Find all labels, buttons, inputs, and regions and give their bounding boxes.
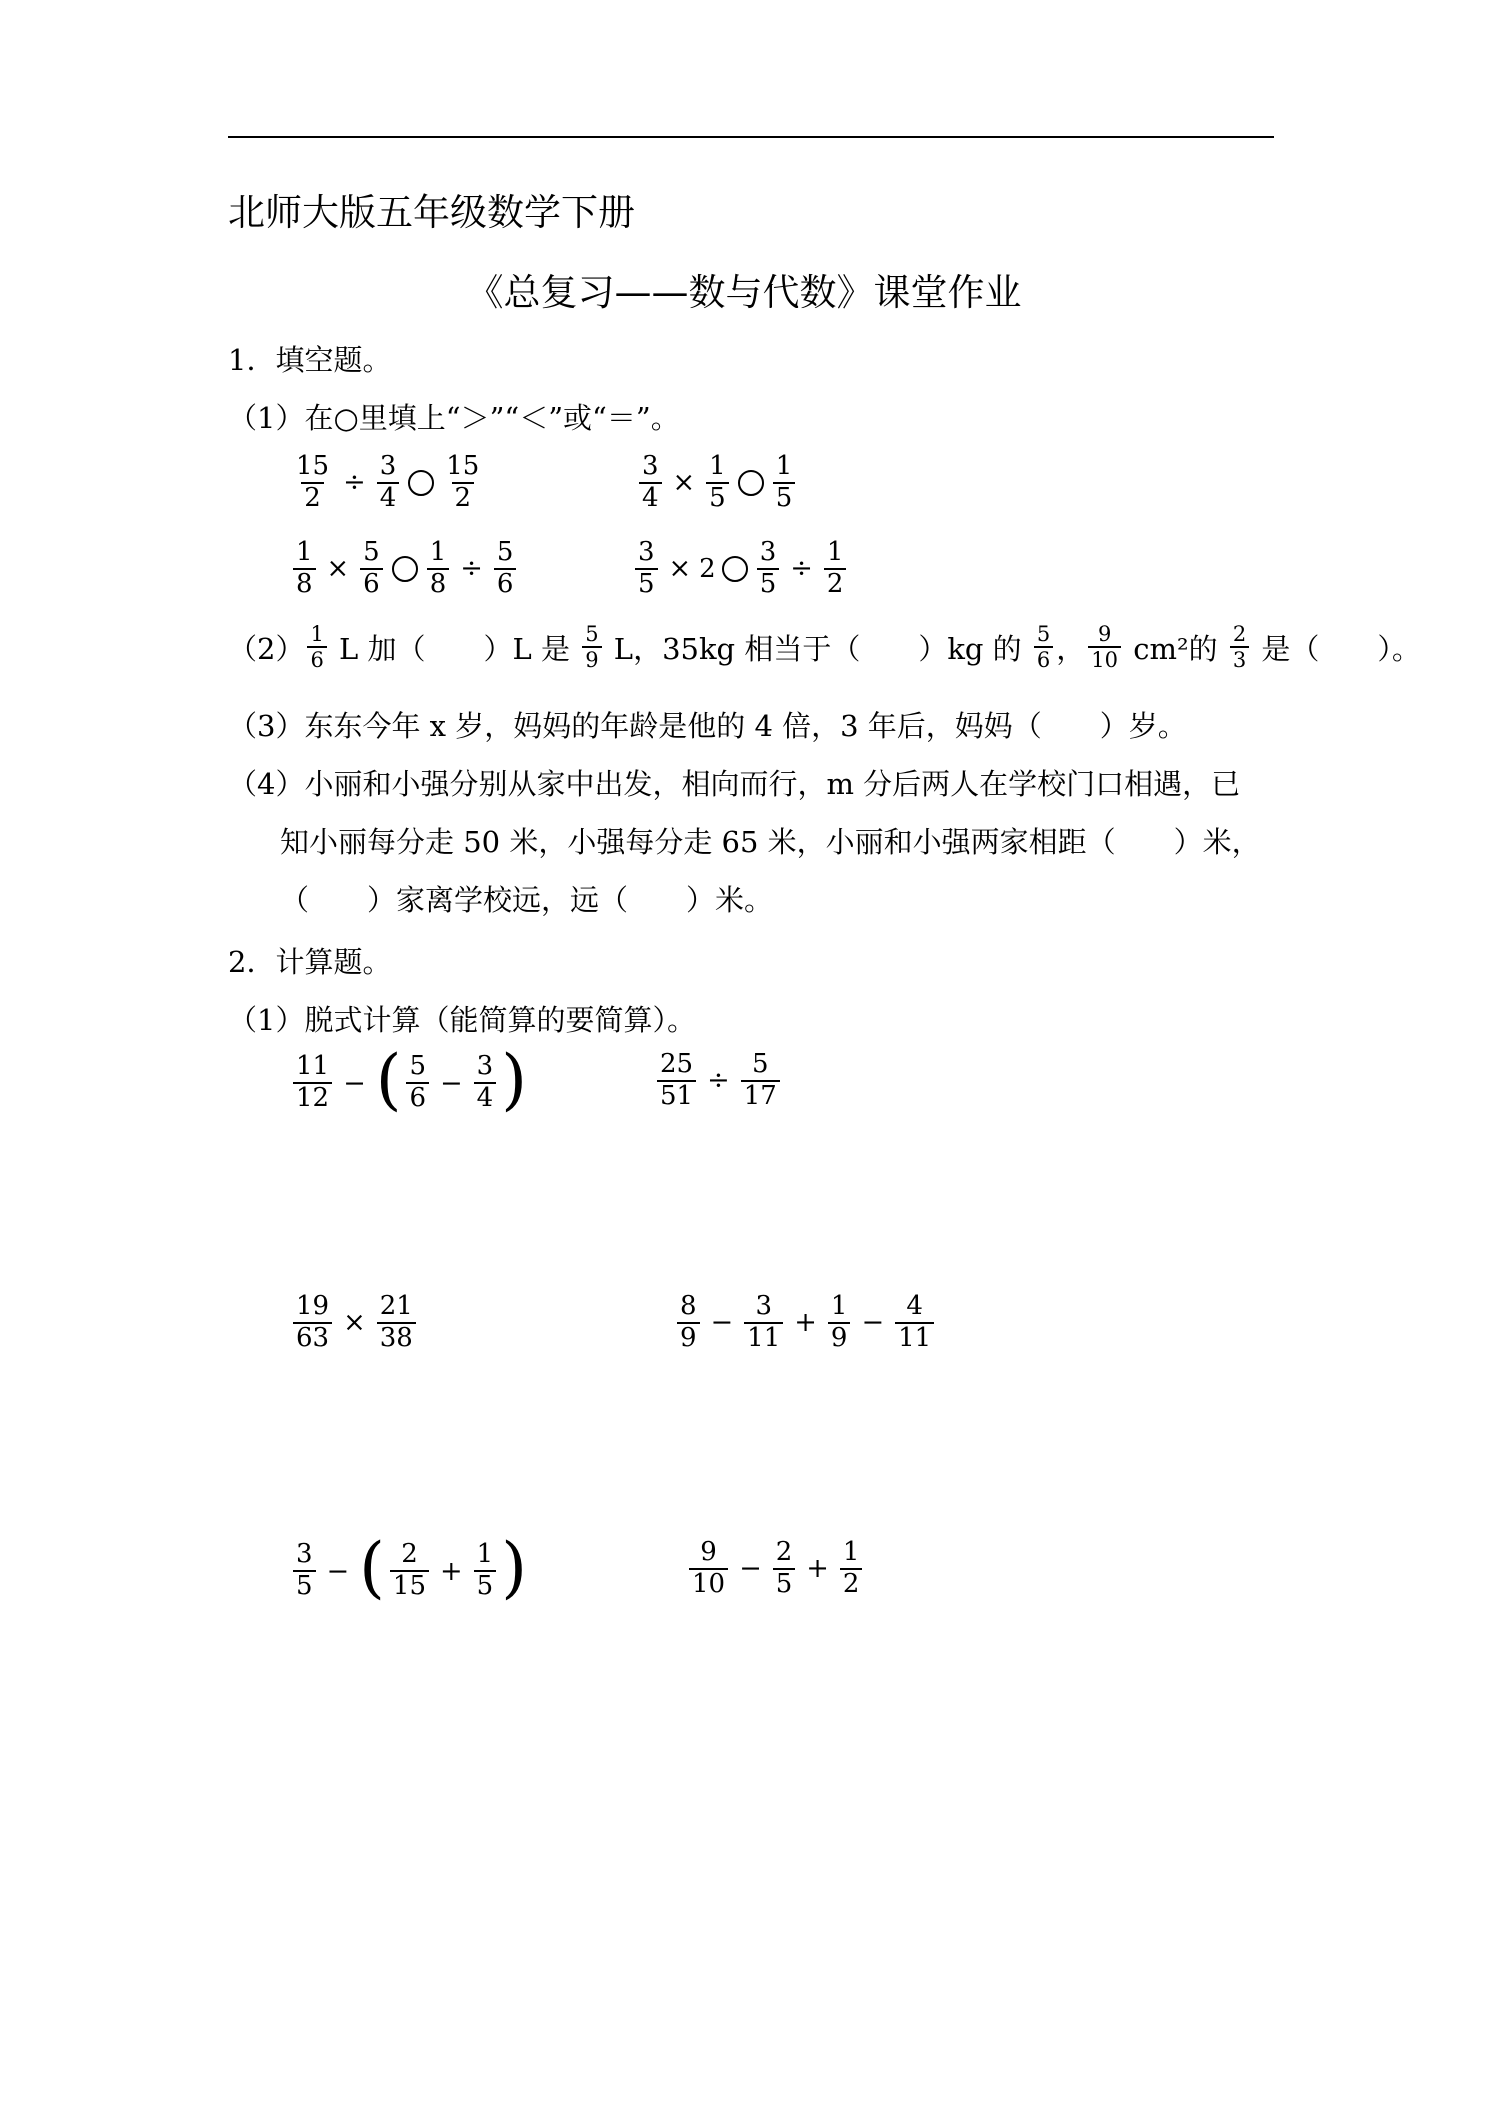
denominator: 17 <box>741 1080 780 1112</box>
numerator: 5 <box>409 1051 427 1082</box>
numerator: 1 <box>842 1537 860 1567</box>
compare-circle <box>738 470 764 496</box>
numerator: 3 <box>476 1051 494 1082</box>
fraction <box>741 1050 780 1112</box>
operator: × <box>326 553 350 585</box>
text-run: 是（ ）。 <box>1252 631 1421 666</box>
numerator: 3 <box>379 451 397 481</box>
fraction <box>689 1538 728 1600</box>
numerator: 2 <box>775 1537 793 1567</box>
open-paren: ( <box>375 1041 402 1118</box>
numerator: 3 <box>755 1291 772 1321</box>
fraction <box>840 1538 863 1600</box>
denominator: 5 <box>293 1570 316 1602</box>
operator: ÷ <box>460 553 483 585</box>
fraction <box>639 452 662 514</box>
denominator: 9 <box>828 1322 851 1354</box>
calc-expression <box>290 1529 529 1606</box>
fraction <box>1088 622 1121 672</box>
fraction <box>293 1292 332 1354</box>
denominator: 5 <box>773 482 796 514</box>
numerator: 1 <box>775 451 793 481</box>
q1-part2-line <box>228 622 1421 672</box>
q2-heading: 2．计算题。 <box>228 945 392 979</box>
numerator: 25 <box>660 1049 694 1079</box>
worksheet-title: 《总复习——数与代数》课堂作业 <box>466 271 1022 314</box>
q2-part1-instruction: （1）脱式计算（能简算的要简算）。 <box>228 1003 696 1037</box>
denominator: 5 <box>635 568 658 600</box>
operator: + <box>794 1307 817 1339</box>
numerator: 3 <box>638 537 655 567</box>
calc-expression <box>654 1050 783 1112</box>
denominator: 6 <box>494 568 517 600</box>
numerator: 1 <box>310 622 324 646</box>
text-run: L，35kg 相当于（ ）kg 的 <box>604 631 1031 666</box>
denominator: 11 <box>895 1322 934 1354</box>
numerator: 1 <box>826 537 844 567</box>
fraction <box>360 538 383 600</box>
operator: − <box>440 1067 463 1099</box>
fraction <box>377 452 400 514</box>
denominator: 5 <box>474 1570 497 1602</box>
fraction <box>293 452 332 514</box>
compare-expression <box>290 452 485 514</box>
document-title: 北师大版五年级数学下册 <box>228 191 635 234</box>
denominator: 9 <box>677 1322 700 1354</box>
denominator: 15 <box>390 1570 429 1602</box>
fraction <box>443 452 482 514</box>
close-paren: ) <box>501 1041 527 1118</box>
numerator: 9 <box>1097 622 1112 646</box>
denominator: 9 <box>582 646 601 672</box>
numerator: 2 <box>401 1539 418 1570</box>
denominator: 38 <box>377 1322 416 1354</box>
denominator: 4 <box>377 482 400 514</box>
numerator: 2 <box>1232 622 1247 646</box>
denominator: 5 <box>757 568 780 600</box>
text-run: （2） <box>228 631 305 666</box>
operator: × <box>672 467 696 499</box>
operator: × <box>668 553 692 585</box>
calc-expression <box>674 1292 937 1354</box>
q1-part4-line3: （ ）家离学校远，远（ ）米。 <box>280 883 774 917</box>
fraction <box>494 538 517 600</box>
numerator: 1 <box>476 1539 494 1570</box>
operator: + <box>806 1553 829 1585</box>
q1-part4-line2: 知小丽每分走 50 米，小强每分走 65 米，小丽和小强两家相距（ ）米， <box>280 825 1261 859</box>
calc-expression <box>290 1041 529 1118</box>
fraction <box>706 452 729 514</box>
open-paren: ( <box>359 1529 385 1606</box>
operator: ÷ <box>790 553 813 585</box>
numerator: 1 <box>429 537 447 567</box>
numerator: 3 <box>642 451 659 481</box>
denominator: 6 <box>307 646 326 672</box>
fraction <box>828 1292 851 1354</box>
numerator: 5 <box>496 537 514 567</box>
top-rule <box>228 136 1274 138</box>
text-run: ， <box>1056 631 1086 666</box>
denominator: 8 <box>427 568 450 600</box>
close-paren: ) <box>501 1529 527 1606</box>
q1-heading: 1．填空题。 <box>228 343 392 377</box>
fraction <box>824 538 847 600</box>
fraction <box>635 538 658 600</box>
operator: − <box>739 1553 762 1585</box>
numerator: 15 <box>446 451 480 481</box>
denominator: 5 <box>706 482 729 514</box>
calc-expression <box>686 1538 865 1600</box>
fraction <box>474 1540 497 1602</box>
numerator: 8 <box>680 1291 697 1321</box>
denominator: 10 <box>1088 646 1121 672</box>
numerator: 5 <box>585 622 599 646</box>
fraction <box>474 1052 497 1114</box>
denominator: 2 <box>452 482 475 514</box>
numerator: 5 <box>363 537 380 567</box>
numerator: 3 <box>759 537 777 567</box>
fraction <box>293 538 316 600</box>
operator: − <box>343 1067 366 1099</box>
numerator: 4 <box>906 1291 923 1321</box>
fraction <box>307 622 326 672</box>
text-run: L 加（ ）L 是 <box>329 631 580 666</box>
operator: ÷ <box>707 1065 730 1097</box>
denominator: 5 <box>773 1568 796 1600</box>
compare-expression <box>290 538 519 600</box>
fraction <box>582 622 601 672</box>
fraction <box>390 1540 429 1602</box>
denominator: 63 <box>293 1322 332 1354</box>
calc-expression <box>290 1292 419 1354</box>
denominator: 10 <box>689 1568 728 1600</box>
text-run: cm²的 <box>1124 631 1227 666</box>
numerator: 3 <box>296 1539 313 1570</box>
denominator: 3 <box>1230 646 1249 672</box>
compare-expression <box>632 538 849 600</box>
fraction <box>773 452 796 514</box>
numerator: 11 <box>296 1051 330 1082</box>
numerator: 1 <box>830 1291 848 1321</box>
fraction <box>377 1292 416 1354</box>
operator: − <box>326 1555 350 1587</box>
denominator: 8 <box>293 568 316 600</box>
text-run: 2 <box>699 553 716 584</box>
denominator: 6 <box>1034 646 1053 672</box>
denominator: 2 <box>301 482 324 514</box>
denominator: 6 <box>406 1082 429 1114</box>
compare-circle <box>392 556 418 582</box>
fraction <box>1230 622 1249 672</box>
numerator: 5 <box>751 1049 769 1079</box>
fraction <box>427 538 450 600</box>
operator: − <box>710 1307 734 1339</box>
operator: − <box>861 1307 885 1339</box>
fraction <box>657 1050 696 1112</box>
numerator: 9 <box>700 1537 717 1567</box>
compare-circle <box>408 470 434 496</box>
fraction <box>1034 622 1053 672</box>
denominator: 2 <box>824 568 847 600</box>
denominator: 4 <box>639 482 662 514</box>
numerator: 21 <box>379 1291 413 1321</box>
q1-part4-line1: （4）小丽和小强分别从家中出发，相向而行，m 分后两人在学校门口相遇，已 <box>228 767 1241 801</box>
denominator: 51 <box>657 1080 696 1112</box>
fraction <box>895 1292 934 1354</box>
q1-part1-instruction: （1）在○里填上“＞”“＜”或“＝”。 <box>228 401 680 435</box>
numerator: 1 <box>709 451 726 481</box>
denominator: 2 <box>840 1568 863 1600</box>
operator: ÷ <box>343 467 366 499</box>
numerator: 15 <box>296 451 330 481</box>
denominator: 11 <box>744 1322 783 1354</box>
fraction <box>406 1052 429 1114</box>
denominator: 6 <box>360 568 383 600</box>
q1-part3-line: （3）东东今年 x 岁，妈妈的年龄是他的 4 倍，3 年后，妈妈（ ）岁。 <box>228 709 1187 743</box>
compare-expression <box>636 452 798 514</box>
operator: × <box>343 1307 366 1339</box>
numerator: 5 <box>1036 622 1051 646</box>
fraction <box>677 1292 700 1354</box>
fraction <box>744 1292 783 1354</box>
compare-circle <box>722 556 748 582</box>
fraction <box>293 1052 332 1114</box>
fraction <box>773 1538 796 1600</box>
denominator: 12 <box>293 1082 332 1114</box>
fraction <box>293 1540 316 1602</box>
operator: + <box>440 1555 463 1587</box>
numerator: 1 <box>296 537 313 567</box>
numerator: 19 <box>296 1291 330 1321</box>
denominator: 4 <box>474 1082 497 1114</box>
fraction <box>757 538 780 600</box>
